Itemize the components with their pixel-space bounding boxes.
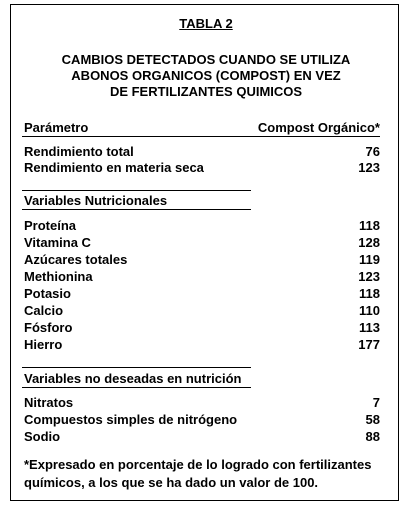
section-rule-bottom <box>22 209 251 210</box>
row-label: Potasio <box>24 286 71 301</box>
table-heading-line-2: ABONOS ORGANICOS (COMPOST) EN VEZ <box>71 68 341 83</box>
row-value: 118 <box>359 218 380 233</box>
row-value: 123 <box>358 160 380 175</box>
section-rule-bottom <box>22 387 251 388</box>
row-label: Sodio <box>24 429 61 444</box>
section-heading-nutritional: Variables Nutricionales <box>24 193 168 208</box>
row-label: Vitamina C <box>24 235 91 250</box>
row-value: 177 <box>358 337 380 352</box>
header-rule <box>22 136 380 137</box>
row-value: 76 <box>365 144 380 159</box>
row-label: Proteína <box>24 218 77 233</box>
row-label: Rendimiento en materia seca <box>24 160 204 175</box>
column-header-parameter: Parámetro <box>24 120 89 135</box>
row-value: 113 <box>359 320 380 335</box>
row-value: 119 <box>359 252 380 267</box>
section-rule-top <box>22 190 251 191</box>
table-footnote: *Expresado en porcentaje de lo logrado con fertilizantes químicos, a los que se ha dado un valor de 100. <box>24 457 372 490</box>
row-value: 58 <box>365 412 380 427</box>
row-label: Compuestos simples de nitrógeno <box>24 412 238 427</box>
row-label: Nitratos <box>24 395 74 410</box>
table-heading-line-3: DE FERTILIZANTES QUIMICOS <box>109 84 303 99</box>
row-label: Fósforo <box>24 320 73 335</box>
row-value: 7 <box>372 395 380 410</box>
row-label: Hierro <box>24 337 63 352</box>
row-value: 88 <box>365 429 380 444</box>
row-value: 118 <box>359 286 380 301</box>
row-label: Methionina <box>24 269 93 284</box>
row-label: Rendimiento total <box>24 144 134 159</box>
row-value: 128 <box>358 235 380 250</box>
section-heading-unwanted: Variables no deseadas en nutrición <box>24 371 242 386</box>
row-label: Azúcares totales <box>24 252 128 267</box>
column-header-compost: Compost Orgánico* <box>257 120 380 135</box>
table-title: TABLA 2 <box>179 16 233 31</box>
row-label: Calcio <box>24 303 64 318</box>
row-value: 123 <box>358 269 380 284</box>
row-value: 110 <box>359 303 380 318</box>
section-rule-top <box>22 367 251 368</box>
table-heading-line-1: CAMBIOS DETECTADOS CUANDO SE UTILIZA <box>61 52 351 67</box>
